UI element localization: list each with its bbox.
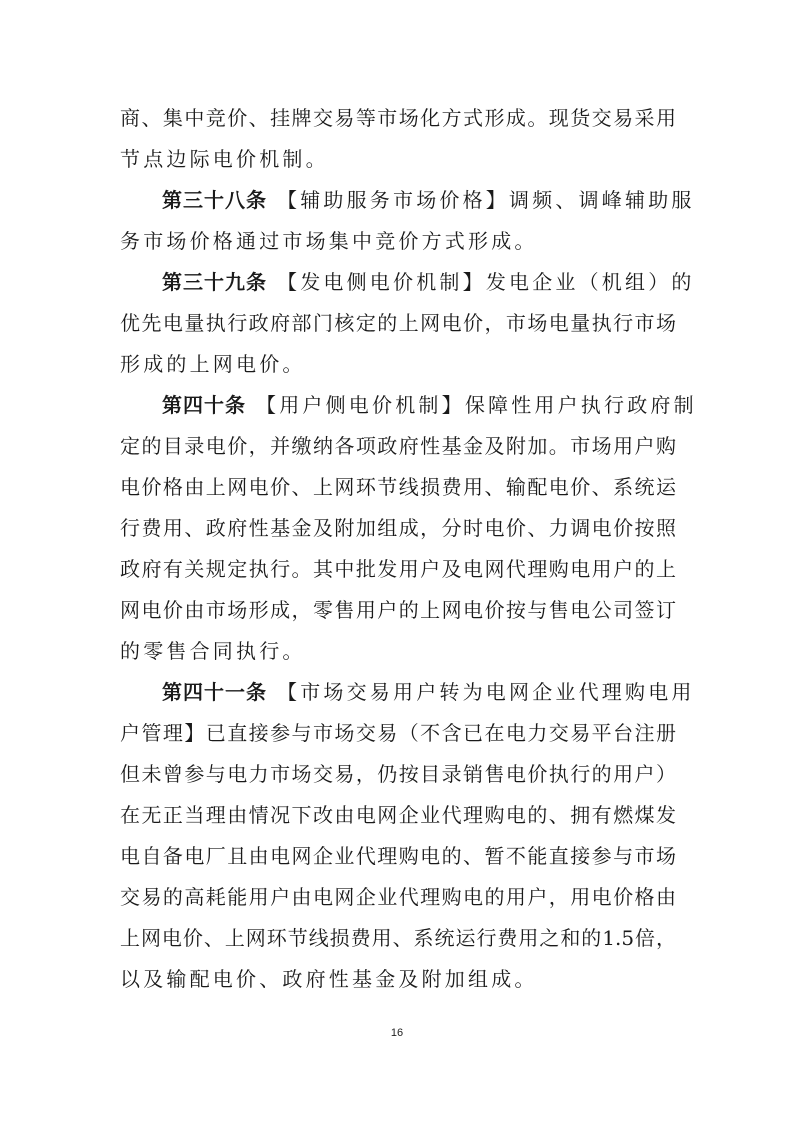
article-41-title: 第四十一条 (162, 680, 267, 704)
text-line: 在无正当理由情况下改由电网企业代理购电的、拥有燃煤发 (120, 803, 676, 827)
text-line: 【市场交易用户转为电网企业代理购电用 (277, 680, 695, 704)
text-line: 的零售合同执行。 (120, 639, 306, 663)
text-line: 上网电价、上网环节线损费用、系统运行费用之和的1.5倍， (120, 926, 676, 950)
article-41-first-line (120, 672, 695, 713)
text-line: 但未曾参与电力市场交易，仍按目录销售电价执行的用户） (120, 762, 676, 786)
article-38-heading: 【辅助服务市场价格】 (277, 188, 509, 212)
text-line: 政府有关规定执行。其中批发用户及电网代理购电用户的上 (120, 557, 676, 581)
article-40-title: 第四十条 (162, 393, 246, 417)
article-40-first-line (120, 385, 697, 426)
text-line: 以及输配电价、政府性基金及附加组成。 (120, 967, 538, 991)
text-line: 交易的高耗能用户由电网企业代理购电的用户，用电价格由 (120, 885, 676, 909)
text-line: 务市场价格通过市场集中竞价方式形成。 (120, 229, 538, 253)
text-line: 节点边际电价机制。 (120, 147, 329, 171)
text-line: 网电价由市场形成，零售用户的上网电价按与售电公司签订 (120, 598, 676, 622)
text-line: 户管理】已直接参与市场交易（不含已在电力交易平台注册 (120, 721, 676, 745)
article-40-heading: 【用户侧电价机制】 (256, 393, 465, 417)
text-line: 发电企业（机组）的 (485, 270, 695, 294)
text-line: 定的目录电价，并缴纳各项政府性基金及附加。市场用户购 (120, 434, 676, 458)
article-38-first-line (120, 180, 695, 221)
text-line: 电自备电厂且由电网企业代理购电的、暂不能直接参与市场 (120, 844, 676, 868)
page-number: 16 (390, 1027, 404, 1039)
text-line: 优先电量执行政府部门核定的上网电价，市场电量执行市场 (120, 311, 676, 335)
text-line: 商、集中竞价、挂牌交易等市场化方式形成。现货交易采用 (120, 106, 676, 130)
article-39-first-line (120, 262, 695, 303)
article-39-title: 第三十九条 (162, 270, 267, 294)
text-line: 调频、调峰辅助服 (509, 188, 695, 212)
text-line: 形成的上网电价。 (120, 352, 306, 376)
article-39-heading: 【发电侧电价机制】 (277, 270, 486, 294)
text-line: 电价格由上网电价、上网环节线损费用、输配电价、系统运 (120, 475, 676, 499)
article-38-title: 第三十八条 (162, 188, 267, 212)
text-line: 保障性用户执行政府制 (464, 393, 697, 417)
document-body (120, 98, 697, 1000)
text-line: 行费用、政府性基金及附加组成，分时电价、力调电价按照 (120, 516, 676, 540)
